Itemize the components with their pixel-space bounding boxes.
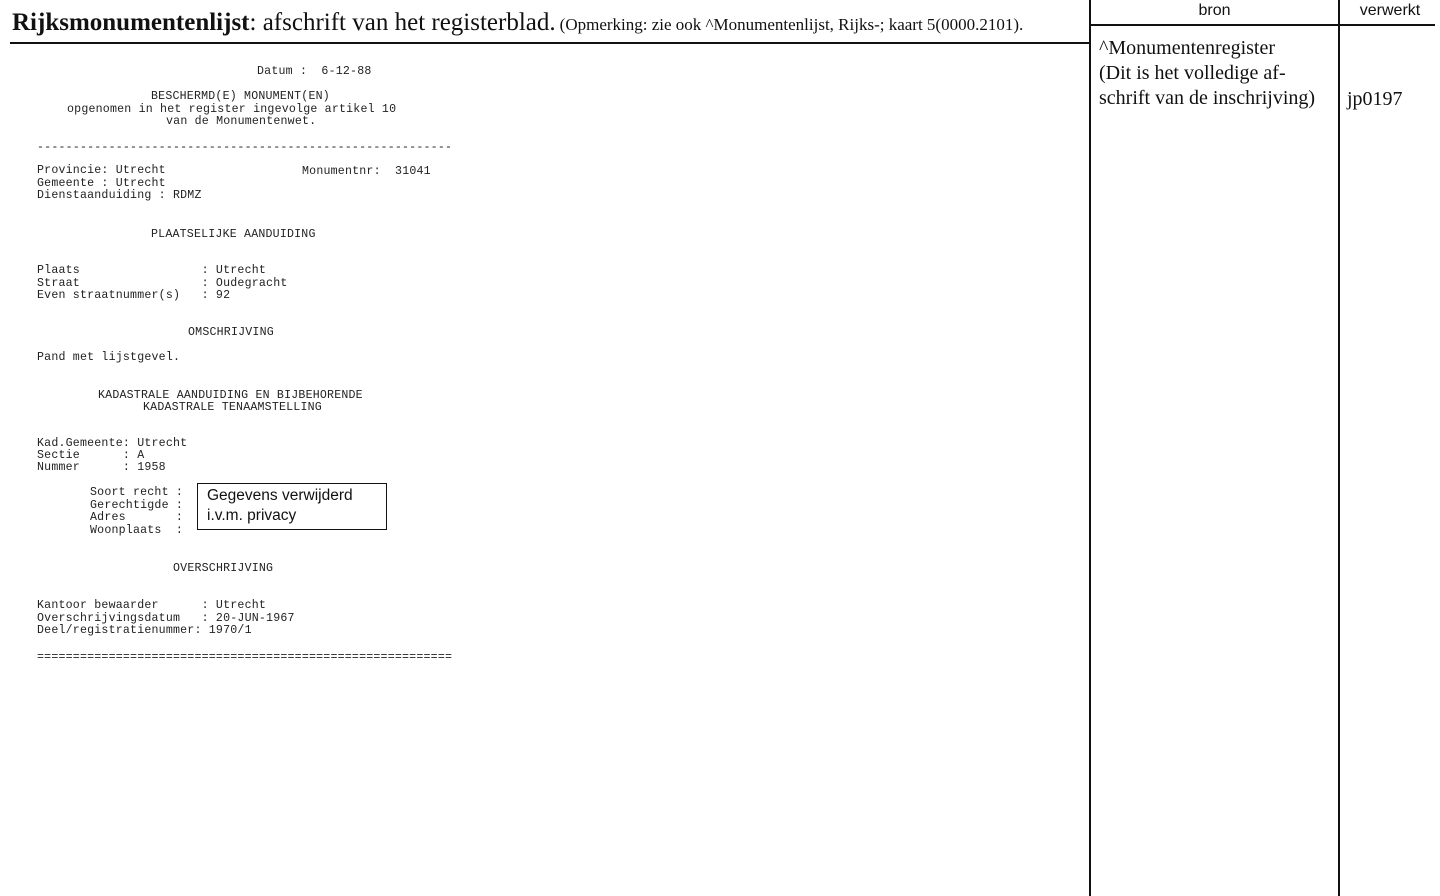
register-gemeente: Gemeente : Utrecht [37,177,166,190]
register-straatnummer: Even straatnummer(s) : 92 [37,289,231,302]
register-nummer: Nummer : 1958 [37,461,166,474]
register-heading-2: opgenomen in het register ingevolge artikel 10 [67,103,397,116]
register-heading-1: BESCHERMD(E) MONUMENT(EN) [151,90,330,103]
column-header-rule [1090,24,1435,26]
bron-line-2: (Dit is het volledige af- [1099,62,1286,84]
omschrijving-heading: OMSCHRIJVING [188,326,274,339]
privacy-line-2: i.v.m. privacy [207,507,297,524]
bron-column-header: bron [1198,2,1231,19]
register-overschrijvingsdatum: Overschrijvingsdatum : 20-JUN-1967 [37,612,295,625]
register-soort-recht: Soort recht : [90,486,184,499]
title-strong: Rijksmonumentenlijst [12,9,250,36]
privacy-line-1: Gegevens verwijderd [207,487,353,504]
column-divider-bron [1089,0,1091,896]
title-rule [10,42,1090,44]
bron-line-1: ^Monumentenregister [1099,37,1276,59]
register-separator: ---------------------------------------------------------- [37,141,453,154]
bron-line-3: schrift van de inschrijving) [1099,87,1316,109]
register-sectie: Sectie : A [37,449,145,462]
privacy-notice [197,483,387,530]
page-title [12,6,1088,43]
register-omschrijving: Pand met lijstgevel. [37,351,181,364]
register-datum: Datum : 6-12-88 [257,65,372,78]
bron-text [1099,36,1339,111]
register-adres: Adres : [90,511,184,524]
overschrijving-heading: OVERSCHRIJVING [173,562,274,575]
title-rest: : afschrift van het registerblad. [249,9,556,36]
verwerkt-value: jp0197 [1347,88,1403,110]
column-divider-verwerkt [1338,0,1340,896]
verwerkt-column-header: verwerkt [1359,2,1421,19]
register-kantoor: Kantoor bewaarder : Utrecht [37,599,267,612]
register-dienstaanduiding: Dienstaanduiding : RDMZ [37,189,202,202]
register-heading-3: van de Monumentenwet. [166,115,317,128]
register-monumentnr: Monumentnr: 31041 [302,165,431,178]
register-plaats: Plaats : Utrecht [37,264,267,277]
plaatselijke-heading: PLAATSELIJKE AANDUIDING [151,228,316,241]
register-woonplaats: Woonplaats : [90,524,184,537]
register-kad-gemeente: Kad.Gemeente: Utrecht [37,437,188,450]
register-end-rule: ========================================================== [37,651,453,664]
kadastrale-heading-1: KADASTRALE AANDUIDING EN BIJBEHORENDE [98,389,363,402]
register-provincie: Provincie: Utrecht [37,164,166,177]
register-deel: Deel/registratienummer: 1970/1 [37,624,252,637]
register-gerechtigde: Gerechtigde : [90,499,184,512]
title-note: (Opmerking: zie ook ^Monumentenlijst, Rijks-; kaart 5(0000.2101). [559,15,1024,34]
kadastrale-heading-2: KADASTRALE TENAAMSTELLING [143,401,322,414]
register-straat: Straat : Oudegracht [37,277,288,290]
